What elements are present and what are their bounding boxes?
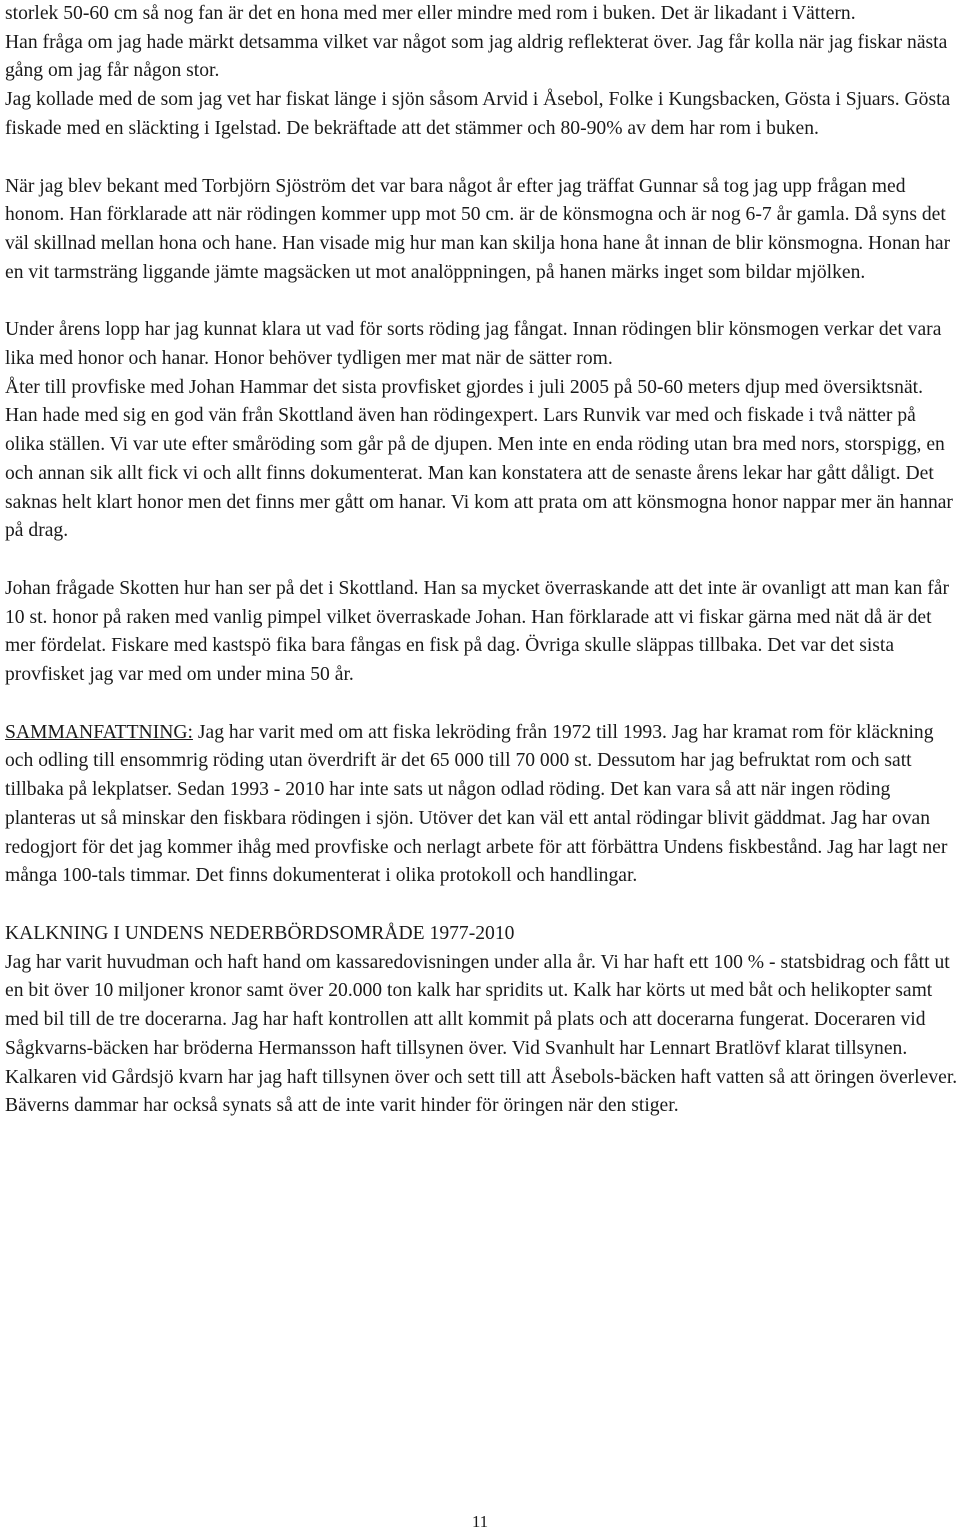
paragraph-johan-skotten: Johan frågade Skotten hur han ser på det i Skottland. Han sa mycket överraskande att det inte är ovanligt att man kan får 10 st. honor på raken med vanlig pimpel vilket överraskade Johan. Han förklarade att vi fiskar gärna med nät då är det mer fördelat. Fiskare med kastspö fika bara fångas en fisk på dag. Övriga skulle släppas tillbaka. Det var det sista provfisket jag var med om under mina 50 år. [5,577,950,686]
summary-label: SAMMANFATTNING: [5,721,193,743]
paragraph-gap [5,144,958,173]
paragraph-vattern-question: Han fråga om jag hade märkt detsamma vilket var något som jag aldrig reflekterat över. Jag får kolla när jag fiskar nästa gång om jag får någon stor. [5,31,948,82]
paragraph-gap [5,287,958,316]
paragraph-gap [5,546,958,575]
summary-text: Jag har varit med om att fiska lekröding från 1972 till 1993. Jag har kramat rom för kläckning och odling till ensommrig röding utan överdrift är det 65 000 till 70 000 st. Dessutom har jag befruktat rom och satt tillbaka på lekplatser. Sedan 1993 - 2010 har inte sats ut någon odlad röding. Det kan vara så att när ingen röding planteras ut så minskar den fiskbara rödingen i sjön. Utöver det kan väl ett antal rödingar blivit gäddmat. Jag har ovan redogjort för det jag kommer ihåg med provfiske och nerlagt arbete för att förbättra Undens fiskbestånd. Jag har lagt ner många 100-tals timmar. Det finns dokumenterat i olika protokoll och handlingar. [5,721,948,887]
paragraph-storlek: storlek 50-60 cm så nog fan är det en hona med mer eller mindre med rom i buken. Det är likadant i Vättern. [5,3,856,24]
paragraph-kollade: Jag kollade med de som jag vet har fiskat länge i sjön såsom Arvid i Åsebol, Folke i Kungsbacken, Gösta i Sjuars. Gösta fiskade med en släckting i Igelstad. De bekräftade att det stämmer och 80-90% av dem har rom i buken. [5,89,951,139]
paragraph-gap [5,891,958,920]
paragraph-arens-lopp: Under årens lopp har jag kunnat klara ut vad för sorts röding jag fångat. Innan rödingen blir könsmogen verkar det vara lika med honor och hanar. Honor behöver tydligen mer mat när de sätter rom. [5,319,942,370]
paragraph-gap [5,690,958,719]
page-number: 11 [471,1512,489,1531]
paragraph-torbjorn: När jag blev bekant med Torbjörn Sjöström det var bara något år efter jag träffat Gunnar så tog jag upp frågan med honom. Han förklarade att när rödingen kommer upp mot 50 cm. är de könsmogna och är nog 6-7 år gamla. Då syns det väl skillnad mellan hona och hane. Han visade mig hur man kan skilja hona hane åt innan de blir könsmogna. Honan har en vit tarmsträng liggande jämte magsäcken ut mot analöppningen, på hanen märks inget som bildar mjölken. [5,175,951,283]
paragraph-provfiske: Åter till provfiske med Johan Hammar det sista provfisket gjordes i juli 2005 på 50-60 meters djup med översiktsnät. Han hade med sig en god vän från Skottland även han rödingexpert. Lars Runvik var med och fiskade i två nätter på olika ställen. Vi var ute efter småröding som går på de djupen. Men inte en enda röding utan bra med nors, storspigg, en och annan sik allt fick vi och allt finns dokumenterat. Man kan konstatera att de senaste årens lekar har gått dåligt. Det saknas helt klart honor men det finns mer gått om hanar. Vi kom att prata om att könsmogna honor nappar mer än hannar på drag. [5,376,953,542]
document-page [5,0,958,1121]
paragraph-kalkning: Jag har varit huvudman och haft hand om kassaredovisningen under alla år. Vi har haft ett 100 % - statsbidrag och fått ut en bit över 10 miljoner kronor samt över 20.000 ton kalk har spridits ut. Kalk har körts ut med båt och helikopter samt med bil till de tre docerarna. Jag har haft kontrollen att allt kommit på plats och att docerarna fungerat. Doceraren vid Sågkvarns-bäcken har bröderna Hermansson haft tillsynen över. Vid Svanhult har Lennart Bratlövf klarat tillsynen. Kalkaren vid Gårdsjö kvarn har jag haft tillsynen över och sett till att Åsebols-bäcken haft vatten så att öringen överlever. Bäverns dammar har också synats så att de inte varit hinder för öringen när den stiger. [5,951,958,1117]
paragraph-summary [5,719,958,891]
section-heading-kalkning: KALKNING I UNDENS NEDERBÖRDSOMRÅDE 1977-2010 [5,922,515,944]
